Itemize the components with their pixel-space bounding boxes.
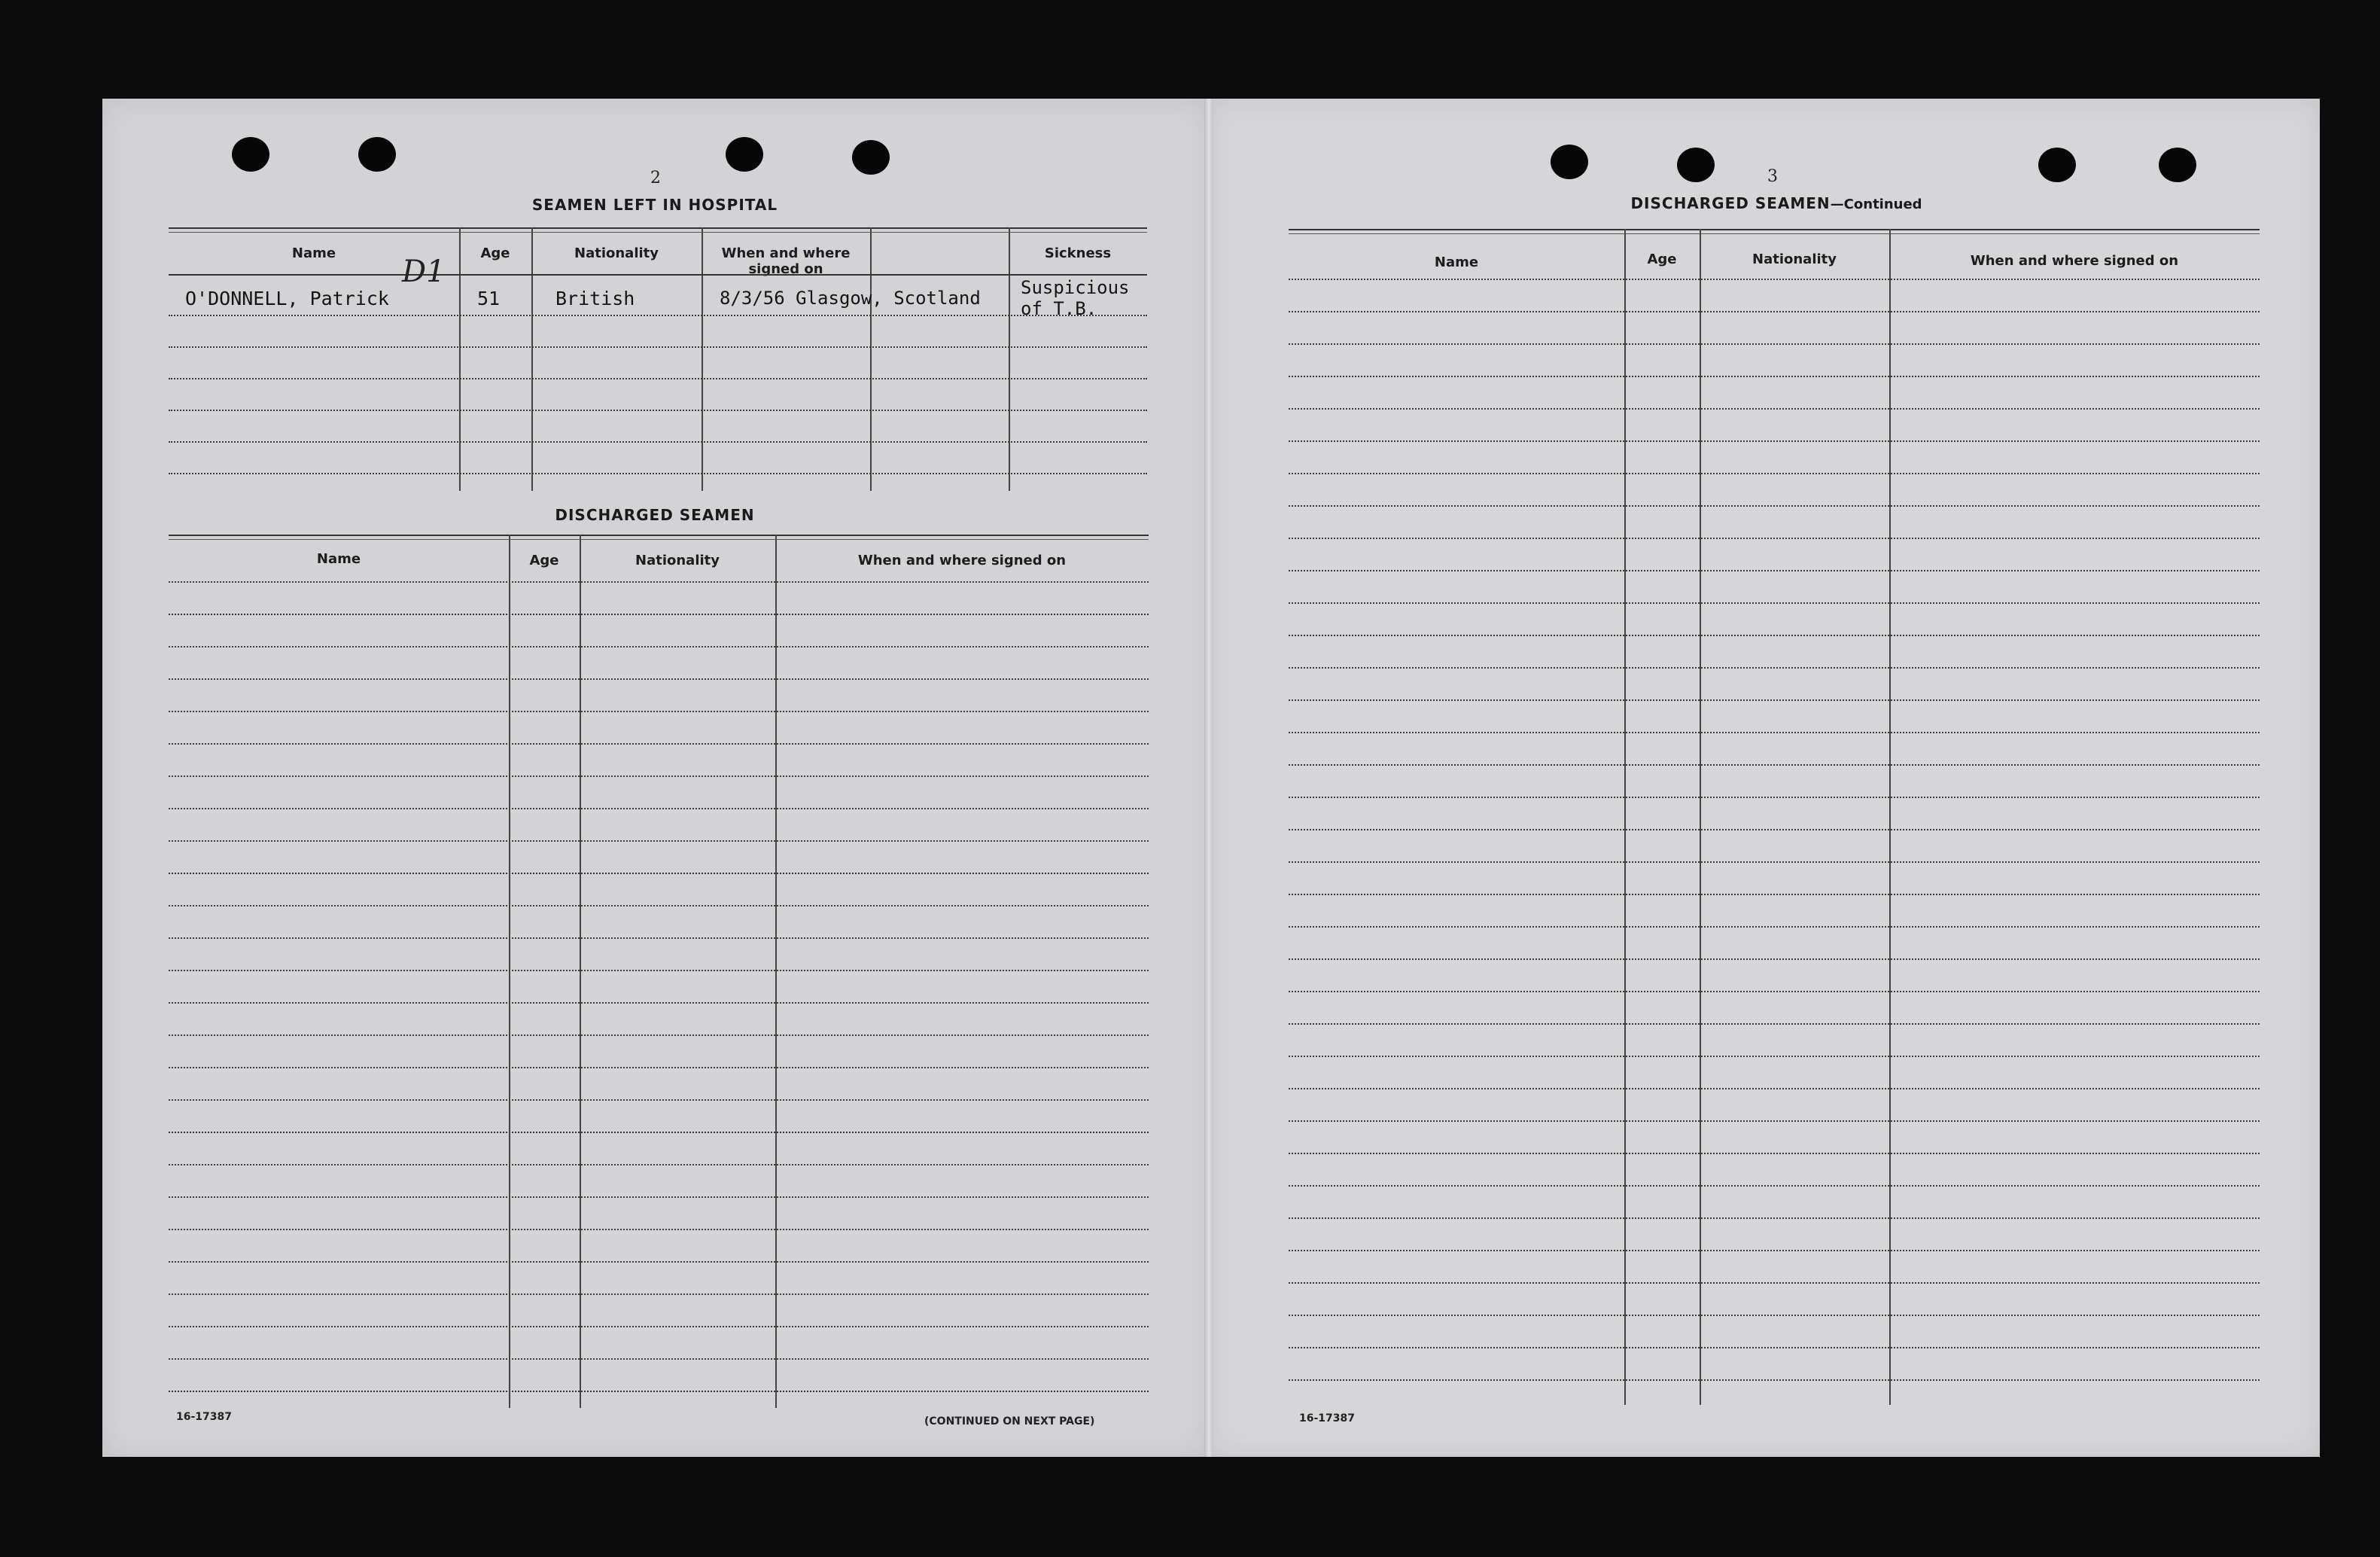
column-header-signed-on: When and where signed on (857, 553, 1067, 568)
column-header-age: Age (480, 245, 510, 261)
column-header-nationality: Nationality (635, 553, 720, 568)
ruled-line (1289, 1185, 2260, 1187)
ruled-line (1289, 1250, 2260, 1251)
column-header-signed-on: When and where signed on (721, 245, 851, 277)
page-fold (1204, 99, 1213, 1457)
ruled-line (1289, 1282, 2260, 1284)
ruled-line (1289, 764, 2260, 766)
section-title-text: DISCHARGED SEAMEN (1630, 194, 1831, 212)
ruled-line (1289, 1347, 2260, 1348)
hospital-row-sickness: Suspicious of T.B. (1021, 277, 1130, 319)
discharged-continued-title (1581, 194, 1972, 212)
continued-note: (CONTINUED ON NEXT PAGE) (924, 1415, 1095, 1428)
ruled-line (1289, 279, 2260, 280)
column-header-nationality: Nationality (1752, 251, 1837, 267)
ruled-line (1289, 829, 2260, 830)
ruled-line (1289, 311, 2260, 312)
ruled-line (1289, 667, 2260, 669)
ruled-line (169, 1164, 1149, 1165)
ruled-line (1289, 1153, 2260, 1154)
ruled-line (169, 1358, 1149, 1360)
ruled-line (1289, 635, 2260, 636)
ruled-line (1289, 1056, 2260, 1057)
ruled-line (1289, 926, 2260, 928)
page-number: 3 (1767, 167, 1778, 186)
ruled-line (169, 970, 1149, 971)
ruled-line (1289, 1379, 2260, 1381)
handwritten-initials: D1 (402, 254, 446, 289)
ruled-line (169, 873, 1149, 874)
section-title-suffix: —Continued (1830, 197, 1922, 212)
hospital-section-title: SEAMEN LEFT IN HOSPITAL (531, 196, 778, 214)
column-header-age: Age (529, 553, 559, 568)
column-header-sickness: Sickness (1044, 245, 1112, 261)
ruled-line (1289, 505, 2260, 507)
ruled-line (169, 1261, 1149, 1263)
ruled-line (1289, 440, 2260, 442)
punch-hole (1677, 148, 1715, 182)
ruled-line (1289, 1023, 2260, 1025)
ruled-line (1289, 861, 2260, 863)
ruled-line (169, 775, 1149, 777)
column-header-age: Age (1647, 251, 1677, 267)
hospital-table (169, 227, 1147, 491)
column-header-name: Name (291, 245, 336, 261)
punch-hole (726, 137, 763, 172)
ruled-line (1289, 991, 2260, 992)
column-header-name: Name (1434, 254, 1479, 270)
ruled-line (169, 614, 1149, 615)
punch-hole (1551, 145, 1588, 179)
ruled-line (169, 678, 1149, 680)
hospital-row-name: O'DONNELL, Patrick (185, 288, 389, 309)
ruled-line (169, 840, 1149, 842)
ruled-line (169, 808, 1149, 809)
form-number: 16-17387 (176, 1411, 232, 1423)
column-header-name: Name (316, 551, 361, 567)
ruled-line (1289, 958, 2260, 960)
ruled-line (169, 1326, 1149, 1327)
ruled-line (1289, 538, 2260, 539)
discharged-table (169, 535, 1149, 1408)
ruled-line (1289, 1217, 2260, 1219)
ruled-line (169, 743, 1149, 745)
discharged-section-title: DISCHARGED SEAMEN (555, 506, 755, 524)
column-header-nationality: Nationality (574, 245, 659, 261)
ruled-line (169, 1132, 1149, 1133)
ruled-line (169, 1034, 1149, 1036)
discharged-continued-table (1289, 229, 2260, 1405)
ruled-line (1289, 1120, 2260, 1122)
ruled-line (1289, 343, 2260, 345)
ruled-line (169, 1293, 1149, 1295)
ruled-line (1289, 473, 2260, 474)
hospital-row-age: 51 (477, 288, 501, 309)
ruled-line (1289, 699, 2260, 701)
ruled-line (169, 937, 1149, 939)
ruled-line (1289, 732, 2260, 733)
ruled-line (1289, 1088, 2260, 1089)
ruled-line (169, 581, 1149, 583)
punch-hole (232, 137, 269, 172)
ruled-line (1289, 376, 2260, 377)
form-number: 16-17387 (1299, 1412, 1355, 1424)
ruled-line (169, 1196, 1149, 1198)
ruled-line (1289, 602, 2260, 604)
ruled-line (169, 1002, 1149, 1004)
hospital-row-nationality: British (555, 288, 635, 309)
ruled-line (1289, 797, 2260, 798)
ruled-line (169, 646, 1149, 647)
ruled-line (1289, 570, 2260, 571)
punch-hole (358, 137, 396, 172)
punch-hole (852, 140, 890, 175)
ruled-line (1289, 1315, 2260, 1316)
column-header-signed-on: When and where signed on (1970, 253, 2179, 269)
ruled-line (1289, 894, 2260, 895)
hospital-row-signed-on: 8/3/56 Glasgow, Scotland (720, 288, 981, 309)
ruled-line (1289, 408, 2260, 410)
ruled-line (169, 905, 1149, 906)
page-number: 2 (650, 169, 661, 187)
ruled-line (169, 1229, 1149, 1230)
ruled-line (169, 1099, 1149, 1101)
ruled-line (169, 711, 1149, 712)
ruled-line (169, 1391, 1149, 1392)
punch-hole (2159, 148, 2196, 182)
ruled-line (169, 1067, 1149, 1068)
punch-hole (2038, 148, 2076, 182)
